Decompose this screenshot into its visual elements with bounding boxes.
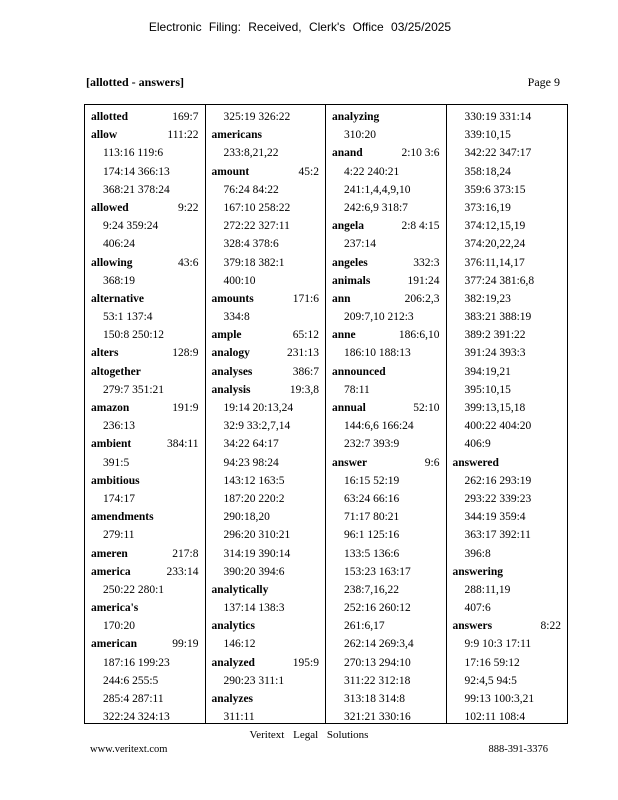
index-term: ann: [332, 292, 351, 305]
index-term: analyzing: [332, 111, 380, 123]
index-term: allow: [91, 129, 118, 142]
index-term: analyzed: [211, 656, 255, 669]
index-term: announced: [332, 365, 386, 378]
index-term: anne: [332, 329, 356, 342]
index-refs-continued: 363:17 392:11: [464, 529, 531, 542]
index-term: ameren: [91, 547, 128, 560]
index-refs-continued: 233:8,21,22: [223, 147, 279, 160]
index-entry: [91, 363, 205, 381]
index-entry: [91, 435, 205, 453]
index-entry: [212, 326, 326, 344]
index-refs: 45:2: [298, 165, 319, 178]
index-refs-continued: 167:10 258:22: [223, 201, 291, 214]
index-refs: 52:10: [413, 402, 440, 414]
index-refs-continued: 174:17: [103, 492, 135, 505]
index-term: america's: [91, 602, 139, 615]
index-refs: 169:7: [172, 111, 199, 123]
index-refs-continued: 325:19 326:22: [223, 111, 291, 123]
index-refs-continued: 382:19,23: [464, 292, 511, 305]
index-term: alternative: [91, 292, 145, 305]
index-term: animals: [332, 274, 371, 287]
index-refs-continued: 113:16 119:6: [103, 147, 164, 160]
index-column-4: [447, 105, 568, 723]
index-entry: [212, 344, 326, 362]
index-term: angeles: [332, 256, 368, 269]
index-refs-continued: 143:12 163:5: [223, 474, 285, 487]
index-refs-continued: 395:10,15: [464, 383, 511, 396]
index-entry: [91, 108, 205, 126]
index-refs-continued: 328:4 378:6: [223, 238, 279, 251]
index-refs: 186:6,10: [398, 329, 440, 342]
index-refs-continued: 390:20 394:6: [223, 565, 285, 578]
index-term: analyses: [211, 365, 253, 378]
index-term: analytics: [211, 620, 255, 633]
index-term: american: [91, 638, 137, 651]
index-refs: 128:9: [172, 347, 199, 360]
index-refs-continued: 238:7,16,22: [344, 583, 399, 596]
index-refs: 8:22: [540, 620, 561, 633]
index-term: amazon: [91, 402, 130, 414]
index-refs-continued: 394:19,21: [464, 365, 511, 378]
index-refs-continued: 94:23 98:24: [223, 456, 279, 469]
index-refs-continued: 359:6 373:15: [464, 183, 526, 196]
index-entry: [453, 563, 568, 581]
index-refs-continued: 186:10 188:13: [344, 347, 411, 360]
index-entry: [212, 163, 326, 181]
index-refs-continued: 407:6: [464, 602, 491, 615]
index-refs-continued: 311:22 312:18: [344, 674, 411, 687]
index-term: analysis: [211, 383, 251, 396]
index-entry: [332, 272, 446, 290]
index-refs-continued: 187:16 199:23: [103, 656, 170, 669]
index-refs-continued: 339:10,15: [464, 129, 511, 142]
index-refs-continued: 244:6 255:5: [103, 674, 159, 687]
index-term: annual: [332, 402, 366, 414]
index-refs-continued: 76:24 84:22: [223, 183, 279, 196]
index-term: allowing: [91, 256, 133, 269]
index-term: anand: [332, 147, 363, 160]
index-refs: 43:6: [178, 256, 199, 269]
index-refs-continued: 368:21 378:24: [103, 183, 170, 196]
index-refs-continued: 170:20: [103, 620, 135, 633]
index-entry: [212, 363, 326, 381]
index-term: america: [91, 565, 131, 578]
index-entry: [212, 290, 326, 308]
index-term: alters: [91, 347, 119, 360]
index-refs-continued: 261:6,17: [344, 620, 385, 633]
index-term: answering: [452, 565, 503, 578]
index-entry: [91, 290, 205, 308]
index-refs-continued: 133:5 136:6: [344, 547, 400, 560]
index-refs-continued: 71:17 80:21: [344, 511, 400, 524]
index-refs-continued: 379:18 382:1: [223, 256, 285, 269]
index-term: analyzes: [211, 693, 254, 705]
index-term: ample: [211, 329, 242, 342]
index-refs-continued: 78:11: [344, 383, 370, 396]
index-term: altogether: [91, 365, 141, 378]
index-refs: 111:22: [167, 129, 199, 142]
index-term: allotted: [91, 111, 129, 123]
index-refs-continued: 19:14 20:13,24: [223, 402, 294, 414]
index-refs: 206:2,3: [404, 292, 440, 305]
index-entry: [91, 472, 205, 490]
index-refs-continued: 209:7,10 212:3: [344, 311, 414, 324]
index-refs-continued: 16:15 52:19: [344, 474, 400, 487]
index-refs-continued: 374:20,22,24: [464, 238, 526, 251]
index-entry: [332, 326, 446, 344]
index-refs-continued: 321:21 330:16: [344, 711, 411, 723]
index-term: angela: [332, 220, 364, 233]
index-entry: [332, 144, 446, 162]
index-entry: [453, 617, 568, 635]
index-refs-continued: 99:13 100:3,21: [464, 693, 535, 705]
index-refs-continued: 102:11 108:4: [464, 711, 526, 723]
index-refs-continued: 241:1,4,4,9,10: [344, 183, 411, 196]
index-refs-continued: 279:11: [103, 529, 135, 542]
index-entry: [91, 344, 205, 362]
index-term: amounts: [211, 292, 254, 305]
index-refs: 191:24: [407, 274, 440, 287]
index-entry: [332, 108, 446, 126]
index-refs-continued: 406:24: [103, 238, 135, 251]
index-refs-continued: 174:14 366:13: [103, 165, 170, 178]
index-entry: [212, 617, 326, 635]
index-term: answer: [332, 456, 368, 469]
index-refs-continued: 334:8: [223, 311, 250, 324]
index-refs-continued: 272:22 327:11: [223, 220, 290, 233]
index-refs-continued: 399:13,15,18: [464, 402, 526, 414]
index-entry: [332, 363, 446, 381]
index-refs-continued: 314:19 390:14: [223, 547, 291, 560]
index-refs-continued: 290:18,20: [223, 511, 270, 524]
index-refs-continued: 288:11,19: [464, 583, 511, 596]
index-refs-continued: 146:12: [223, 638, 256, 651]
index-refs-continued: 9:24 359:24: [103, 220, 159, 233]
index-refs-continued: 374:12,15,19: [464, 220, 526, 233]
index-refs: 384:11: [166, 438, 199, 451]
index-entry: [332, 454, 446, 472]
index-refs-continued: 270:13 294:10: [344, 656, 411, 669]
index-refs-continued: 311:11: [223, 711, 255, 723]
index-refs-continued: 376:11,14,17: [464, 256, 525, 269]
index-refs-continued: 396:8: [464, 547, 491, 560]
index-entry: [91, 599, 205, 617]
index-entry: [91, 399, 205, 417]
index-entry: [332, 254, 446, 272]
index-refs: 9:6: [424, 456, 440, 469]
index-entry: [332, 290, 446, 308]
index-term: answered: [452, 456, 499, 469]
index-refs-continued: 187:20 220:2: [223, 492, 285, 505]
index-entry: [212, 581, 326, 599]
index-term: allowed: [91, 201, 129, 214]
footer-phone: 888-391-3376: [488, 744, 548, 755]
index-entry: [332, 399, 446, 417]
index-refs-continued: 330:19 331:14: [464, 111, 532, 123]
index-entry: [91, 563, 205, 581]
index-refs: 217:8: [172, 547, 199, 560]
index-refs-continued: 9:9 10:3 17:11: [464, 638, 532, 651]
index-refs-continued: 400:22 404:20: [464, 420, 532, 433]
index-range: [allotted - answers]: [86, 75, 184, 89]
index-refs-continued: 144:6,6 166:24: [344, 420, 414, 433]
index-refs-continued: 150:8 250:12: [103, 329, 165, 342]
index-refs-continued: 279:7 351:21: [103, 383, 165, 396]
footer-company: Veritext Legal Solutions: [249, 729, 369, 741]
index-entry: [91, 635, 205, 653]
index-refs-continued: 342:22 347:17: [464, 147, 532, 160]
index-refs-continued: 262:16 293:19: [464, 474, 532, 487]
index-refs-continued: 242:6,9 318:7: [344, 201, 408, 214]
index-entry: [91, 126, 205, 144]
index-column-3: [326, 105, 447, 723]
filing-stamp: Electronic Filing: Received, Clerk's Office 03/25/2025: [148, 20, 452, 34]
index-refs-continued: 232:7 393:9: [344, 438, 400, 451]
index-refs: 9:22: [178, 201, 199, 214]
index-refs: 386:7: [292, 365, 319, 378]
index-refs-continued: 137:14 138:3: [223, 602, 285, 615]
index-refs-continued: 4:22 240:21: [344, 165, 400, 178]
footer-website[interactable]: www.veritext.com: [90, 744, 168, 755]
index-refs-continued: 250:22 280:1: [103, 583, 165, 596]
index-refs-continued: 34:22 64:17: [223, 438, 279, 451]
index-refs: 2:8 4:15: [401, 220, 440, 233]
index-refs-continued: 296:20 310:21: [223, 529, 291, 542]
index-refs-continued: 383:21 388:19: [464, 311, 532, 324]
index-refs-continued: 96:1 125:16: [344, 529, 400, 542]
index-refs: 171:6: [292, 292, 319, 305]
index-entry: [91, 545, 205, 563]
index-refs-continued: 310:20: [344, 129, 376, 142]
index-entry: [212, 381, 326, 399]
index-term: americans: [211, 129, 262, 142]
index-entry: [453, 454, 568, 472]
index-term: analytically: [211, 583, 269, 596]
index-refs-continued: 236:13: [103, 420, 135, 433]
index-refs-continued: 53:1 137:4: [103, 311, 153, 324]
index-refs-continued: 391:5: [103, 456, 130, 469]
index-entry: [91, 508, 205, 526]
page-number: Page 9: [527, 75, 560, 89]
index-refs: 191:9: [172, 402, 199, 414]
index-refs-continued: 400:10: [223, 274, 256, 287]
index-refs-continued: 373:16,19: [464, 201, 511, 214]
index-entry: [91, 199, 205, 217]
index-refs: 233:14: [166, 565, 199, 578]
index-refs-continued: 63:24 66:16: [344, 492, 400, 505]
index-refs: 65:12: [292, 329, 319, 342]
index-term: analogy: [211, 347, 250, 360]
index-entry: [332, 217, 446, 235]
index-refs-continued: 290:23 311:1: [223, 674, 285, 687]
word-index-table: [84, 104, 568, 724]
index-refs: 195:9: [292, 656, 319, 669]
index-refs-continued: 322:24 324:13: [103, 711, 170, 723]
index-refs-continued: 368:19: [103, 274, 135, 287]
index-column-2: [206, 105, 327, 723]
index-refs-continued: 358:18,24: [464, 165, 511, 178]
index-refs-continued: 237:14: [344, 238, 376, 251]
index-refs-continued: 32:9 33:2,7,14: [223, 420, 291, 433]
index-entry: [212, 690, 326, 708]
index-refs-continued: 153:23 163:17: [344, 565, 411, 578]
index-refs: 2:10 3:6: [401, 147, 440, 160]
index-entry: [91, 254, 205, 272]
index-refs-continued: 313:18 314:8: [344, 693, 406, 705]
index-refs: 19:3,8: [289, 383, 319, 396]
index-term: amendments: [91, 511, 154, 524]
index-refs: 231:13: [287, 347, 319, 360]
index-refs-continued: 406:9: [464, 438, 491, 451]
index-refs-continued: 377:24 381:6,8: [464, 274, 535, 287]
index-refs-continued: 391:24 393:3: [464, 347, 526, 360]
index-refs-continued: 389:2 391:22: [464, 329, 526, 342]
index-refs-continued: 293:22 339:23: [464, 492, 532, 505]
index-column-1: [85, 105, 206, 723]
index-entry: [212, 654, 326, 672]
index-refs-continued: 285:4 287:11: [103, 693, 164, 705]
index-term: amount: [211, 165, 250, 178]
index-entry: [212, 126, 326, 144]
index-refs: 332:3: [413, 256, 440, 269]
index-refs-continued: 92:4,5 94:5: [464, 674, 517, 687]
index-refs-continued: 17:16 59:12: [464, 656, 520, 669]
index-term: ambitious: [91, 474, 140, 487]
index-refs-continued: 252:16 260:12: [344, 602, 411, 615]
index-refs: 99:19: [172, 638, 199, 651]
index-refs-continued: 344:19 359:4: [464, 511, 526, 524]
index-term: ambient: [91, 438, 132, 451]
index-refs-continued: 262:14 269:3,4: [344, 638, 414, 651]
index-term: answers: [452, 620, 493, 633]
